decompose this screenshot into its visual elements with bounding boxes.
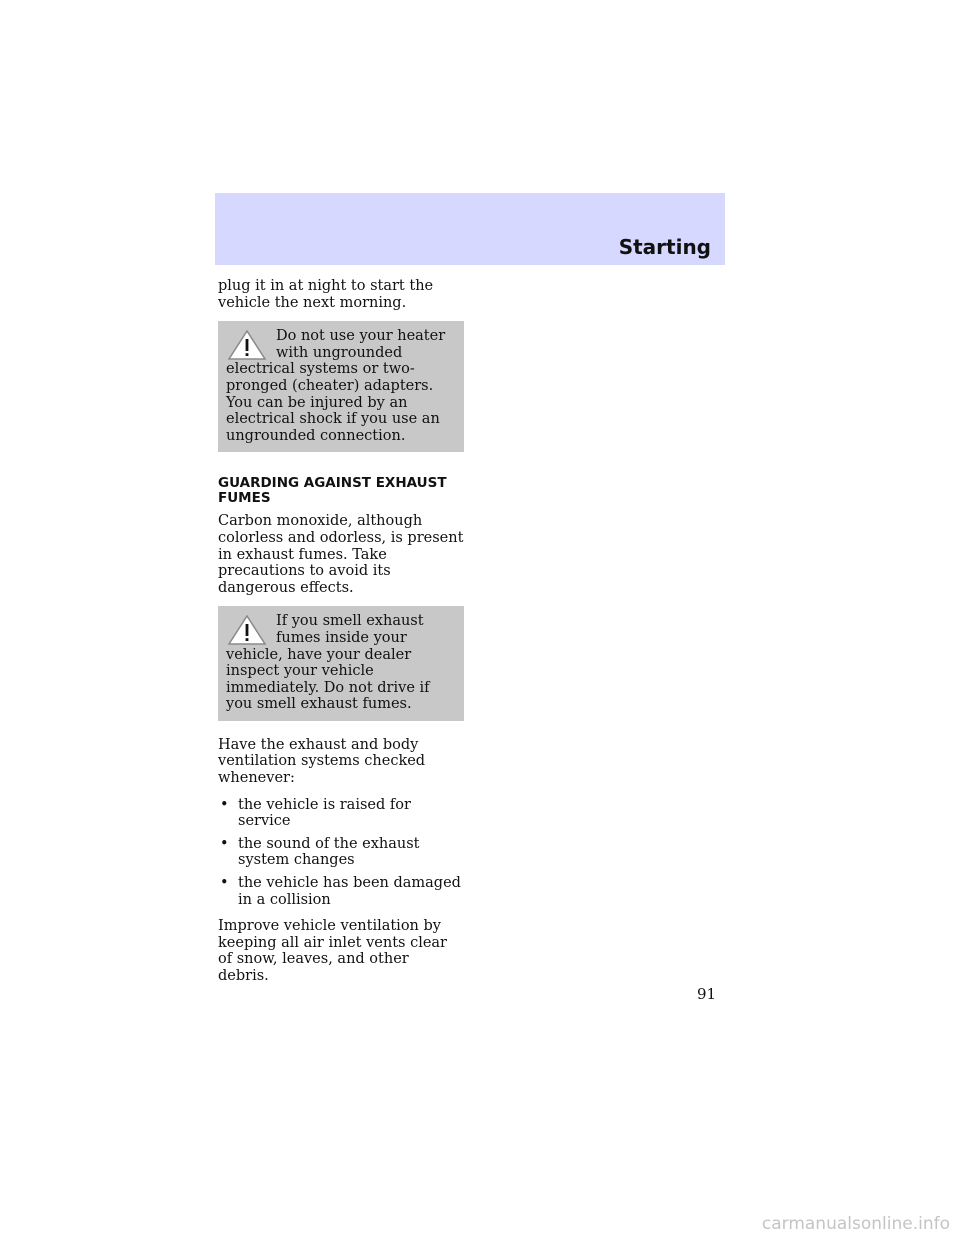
warning-triangle-icon	[228, 328, 268, 360]
warning-triangle-icon	[228, 613, 268, 645]
warning-box-heater	[218, 321, 464, 452]
bullet-icon: •	[220, 835, 229, 852]
list-item-text: the sound of the exhaust system changes	[238, 835, 420, 869]
check-conditions-list	[218, 797, 464, 909]
bullet-icon: •	[220, 875, 229, 892]
list-item	[218, 797, 464, 830]
watermark: carmanualsonline.info	[761, 1214, 950, 1234]
warning-box-exhaust	[218, 606, 464, 721]
intro-paragraph: plug it in at night to start the vehicle the next morning.	[218, 278, 434, 311]
warning-text-exhaust: If you smell exhaust fumes inside your vehicle, have your dealer inspect your vehicle immediately. Do not drive if you smell exhaust fumes.	[226, 613, 430, 713]
list-item-text: the vehicle is raised for service	[238, 796, 411, 830]
carbon-monoxide-paragraph: Carbon monoxide, although colorless and odorless, is present in exhaust fumes. Take precautions to avoid its dangerous effects.	[218, 513, 464, 596]
section-heading-exhaust: GUARDING AGAINST EXHAUST FUMES	[218, 475, 447, 507]
bullet-icon: •	[220, 796, 229, 813]
section-title: Starting	[618, 235, 711, 259]
list-item	[218, 836, 464, 869]
list-item-text: the vehicle has been damaged in a collision	[238, 875, 461, 908]
ventilation-tip-paragraph: Improve vehicle ventilation by keeping all air inlet vents clear of snow, leaves, and other debris.	[218, 918, 447, 984]
list-item	[218, 875, 464, 908]
section-header-band	[215, 193, 725, 265]
page-number: 91	[697, 985, 717, 1003]
warning-text-heater: Do not use your heater with ungrounded electrical systems or two-pronged (cheater) adapters. You can be injured by an electrical shock if you use an ungrounded connection.	[226, 328, 446, 444]
ventilation-check-paragraph: Have the exhaust and body ventilation systems checked whenever:	[218, 736, 426, 787]
main-column	[218, 278, 464, 995]
